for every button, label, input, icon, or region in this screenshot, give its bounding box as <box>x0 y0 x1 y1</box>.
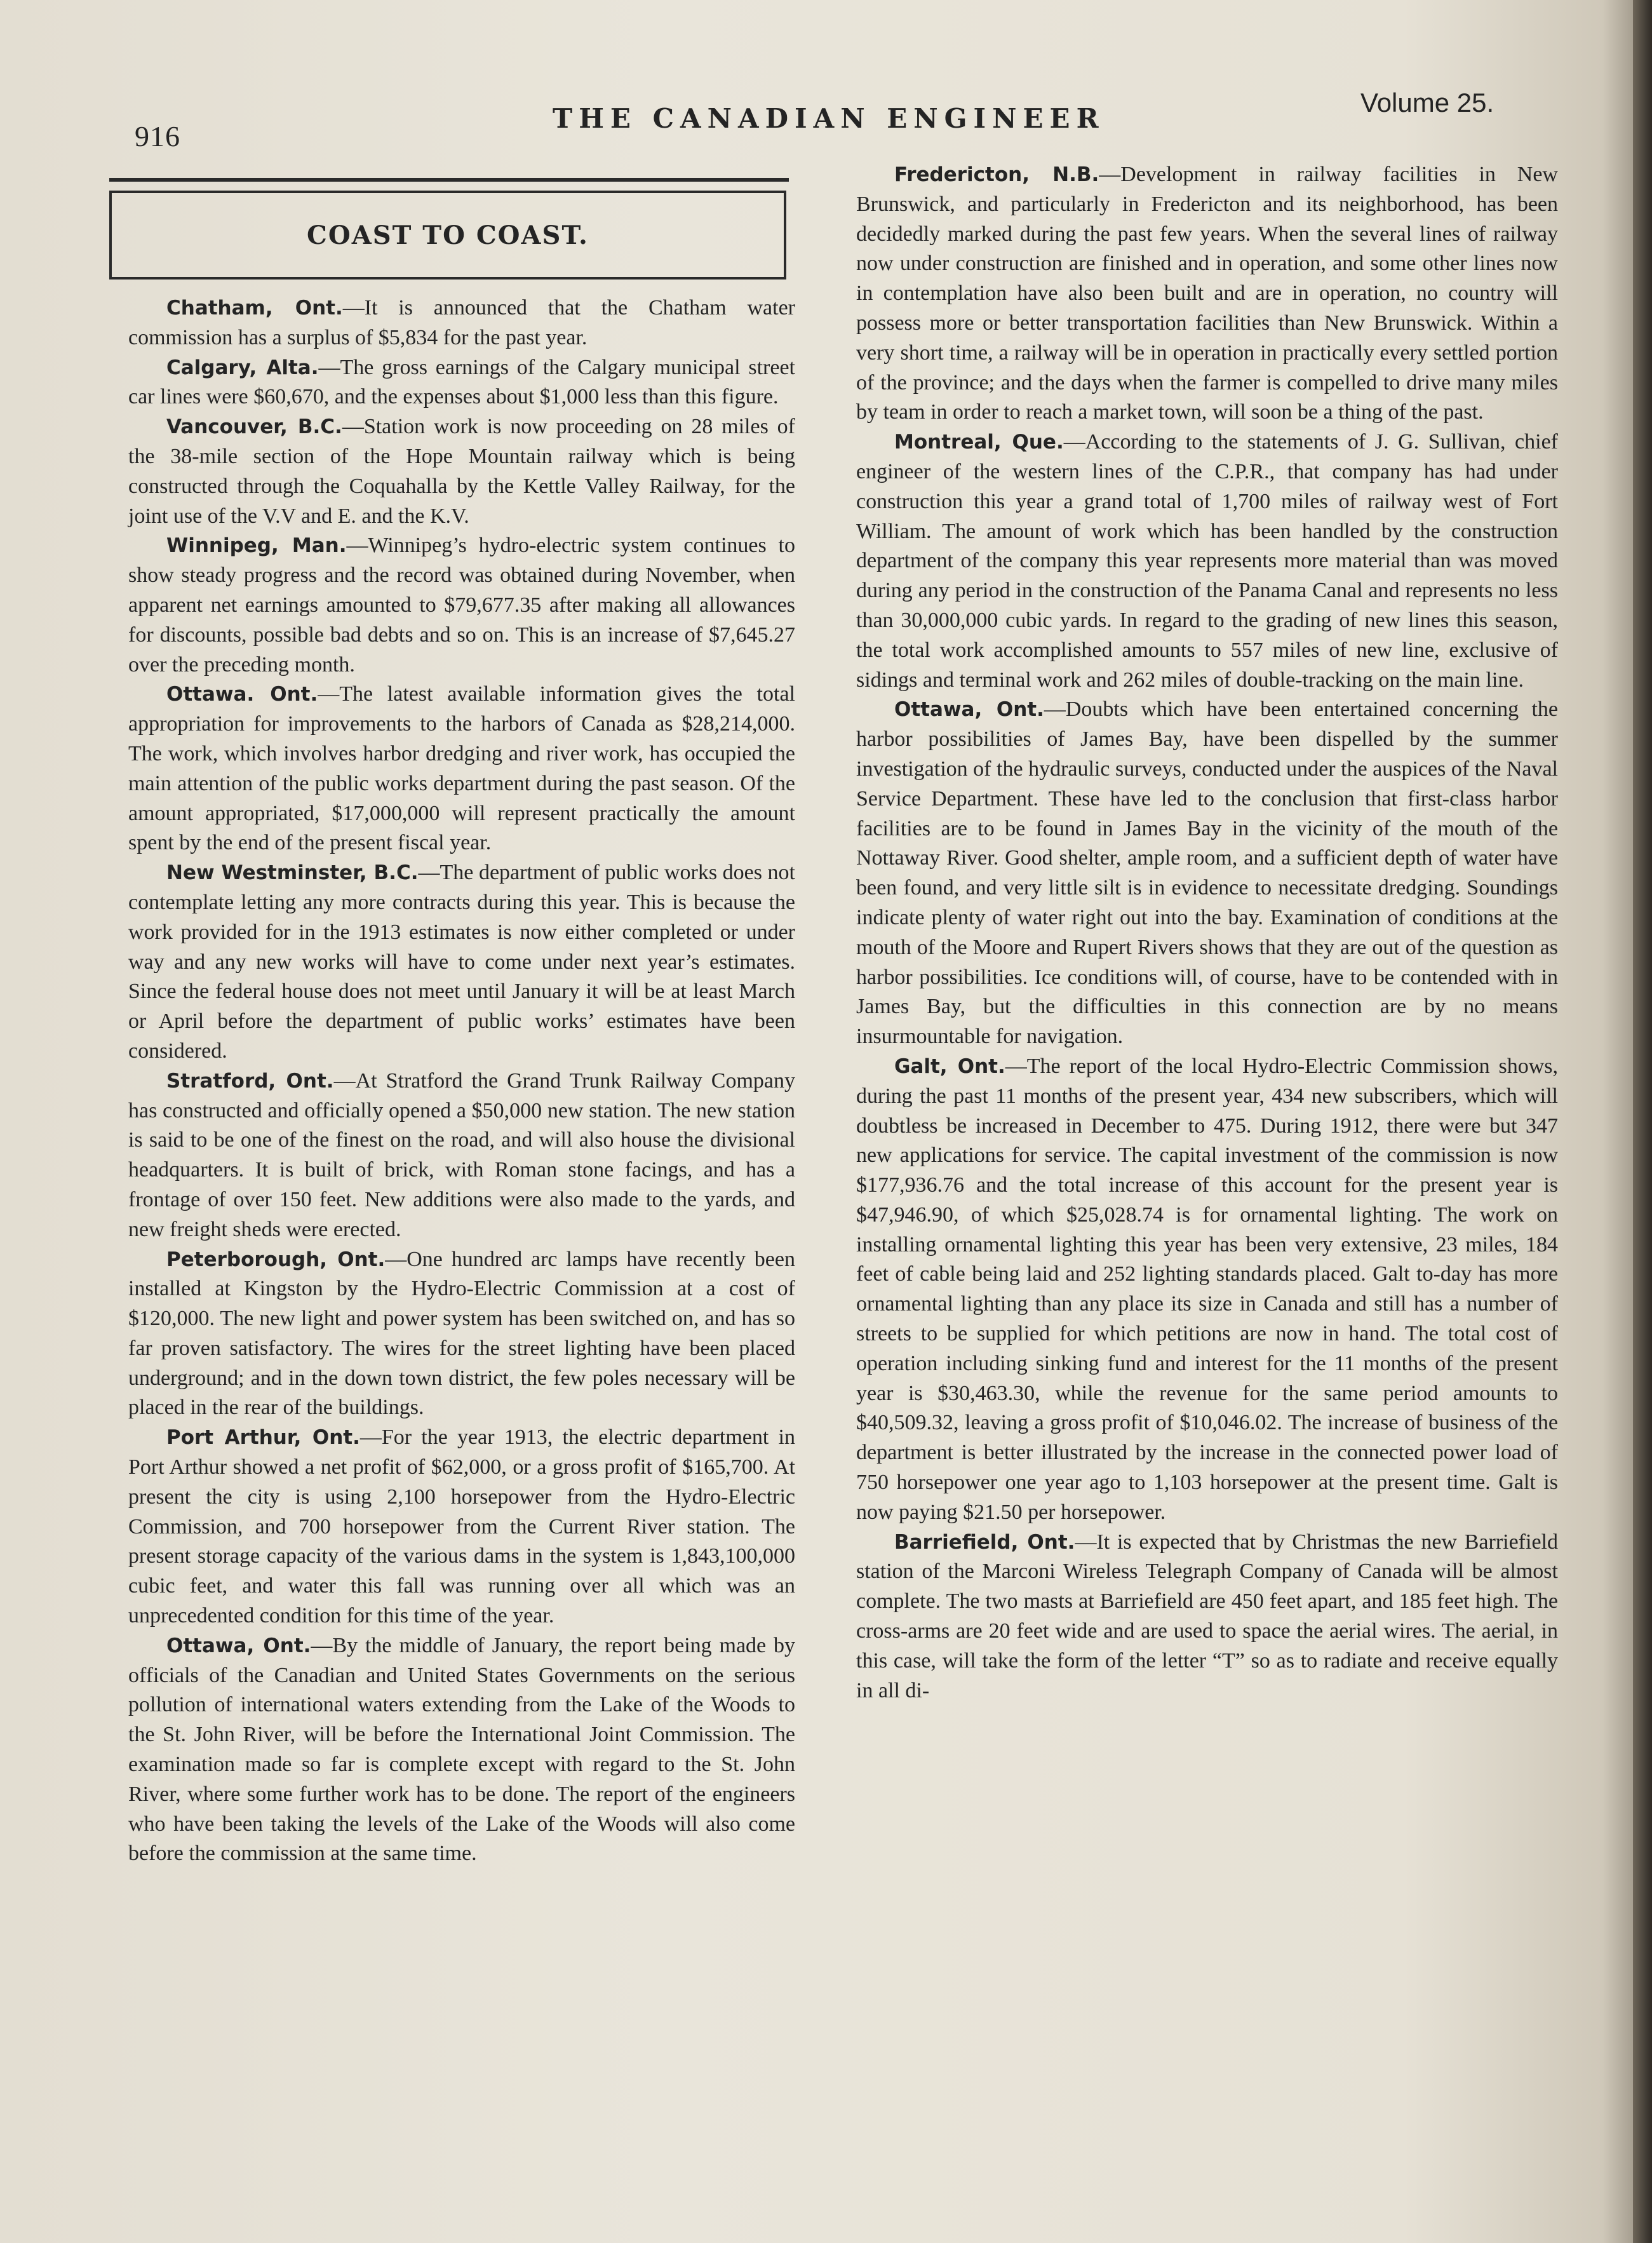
news-item-stratford: Stratford, Ont.—At Stratford the Grand Trunk Railway Company has constructed and officially opened a $50,000 new station. The new station is said to be one of the finest on the road, and will also house the divisional headquarters. It is built of brick, with Roman stone facings, and has a frontage of over 150 feet. New additions were also made to the yards, and new freight sheds were erected. <box>128 1068 795 1241</box>
news-item-ottawa-harbors: Ottawa. Ont.—The latest available information gives the total appropriation for improvements to the harbors of Canada as $28,214,000. The work, which involves harbor dredging and river work, has occupied the main attention of the public works department during the past season. Of the amount appropriated, $17,000,000 will represent practically the amount spent by the end of the present fiscal year. <box>128 682 795 855</box>
news-item-calgary: Calgary, Alta.—The gross earnings of the Calgary municipal street car lines were $60,670, and the expenses about $1,000 less than this figure. <box>128 355 795 409</box>
news-text: It is expected that by Christmas the new Barriefield station of the Marconi Wireless Telegraph Company of Canada will be almost complete. The two masts at Barriefield are 450 feet apart, and 185 feet high. The cross-arms are 20 feet wide and are used to space the aerial wires. The aerial, in this case, will take the form of the letter “T” so as to radiate and receive equally in all di- <box>856 1530 1558 1702</box>
place-name: Vancouver, B.C. <box>166 415 342 439</box>
place-name: Calgary, Alta. <box>166 356 319 379</box>
place-name: Ottawa, Ont. <box>166 1634 311 1657</box>
place-name: Port Arthur, Ont. <box>166 1426 360 1450</box>
news-text: For the year 1913, the electric department in Port Arthur showed a net profit of $62,000, or a gross profit of $165,700. At present the city is using 2,100 horsepower from the Hydro-Electric Commission, and 700 horsepower from the Current River station. The present storage capacity of the various dams in the system is 1,843,100,000 cubic feet, and water this fall was running over all which was an unprecedented condition for this time of the year. <box>128 1425 795 1628</box>
news-text: Doubts which have been entertained concerning the harbor possibilities of James Bay, have been dispelled by the summer investigation of the hydraulic surveys, conducted under the auspices of the Naval Service Department. These have led to the conclusion that first-class harbor facilities are to be found in James Bay in the vicinity of the mouth of the Nottaway River. Good shelter, ample room, and a sufficient depth of water have been found, and very little silt is in evidence to necessitate dredging. Soundings indicate plenty of water right out into the bay. Examination of conditions at the mouth of the Moore and Rupert Rivers shows that they are out of the question as harbor possibilities. Ice conditions will, of course, have to be contended with in James Bay, but the difficulties in this connection are by no means insurmountable for navigation. <box>856 697 1558 1049</box>
news-text: One hundred arc lamps have recently been installed at Kingston by the Hydro-Electric Commission at a cost of $120,000. The new light and power system has been switched on, and has so far proven satisfactory. The wires for the street lighting have been placed underground; and in the down town district, the few poles necessary will be placed in the rear of the buildings. <box>128 1247 795 1420</box>
news-item-fredericton: Fredericton, N.B.—Development in railway facilities in New Brunswick, and particularly in Fredericton and its neighborhood, has been decidedly marked during the past few years. When the several lines of railway now under construction are finished and in operation, and some other lines now in contemplation have also been built and are in operation, no country will possess more or better transportation facilities than New Brunswick. Within a very short time, a railway will be in operation in practically every settled portion of the province; and the days when the farmer is compelled to drive many miles by team in order to reach a market town, will soon be a thing of the past. <box>856 163 1558 424</box>
news-text: The department of public works does not contemplate letting any more contracts during this year. This is because the work provided for in the 1913 estimates is now either completed or under way and any new works will have to come under next year’s estimates. Since the federal house does not meet until January it will be at least March or April before the department of public works’ estimates have been considered. <box>128 861 796 1063</box>
place-name: Peterborough, Ont. <box>166 1248 386 1271</box>
news-text: At Stratford the Grand Trunk Railway Company has constructed and officially opened a $50,000 new station. The new station is said to be one of the finest on the road, and will also house the divisional headquarters. It is built of brick, with Roman stone facings, and has a frontage of over 150 feet. New additions were also made to the yards, and new freight sheds were erected. <box>128 1068 795 1241</box>
news-item-barriefield: Barriefield, Ont.—It is expected that by Christmas the new Barriefield station of the Marconi Wireless Telegraph Company of Canada will be almost complete. The two masts at Barriefield are 450 feet apart, and 185 feet high. The cross-arms are 20 feet wide and are used to space the aerial wires. The aerial, in this case, will take the form of the letter “T” so as to radiate and receive equally in all di- <box>856 1530 1558 1702</box>
place-name: Fredericton, N.B. <box>894 163 1099 186</box>
place-name: Ottawa, Ont. <box>894 698 1044 722</box>
news-text: The gross earnings of the Calgary municipal street car lines were $60,670, and the expenses about $1,000 less than this figure. <box>128 355 795 409</box>
section-title-box <box>109 191 786 280</box>
news-item-montreal: Montreal, Que.—According to the statements of J. G. Sullivan, chief engineer of the western lines of the C.P.R., that company has had under construction this year a grand total of 1,700 miles of railway west of Fort William. The amount of work which has been handled by the construction department of the company this year represents more material than was moved during any period in the construction of the Panama Canal and represents no less than 30,000,000 cubic yards. In regard to the grading of new lines this season, the total work accomplished amounts to 557 miles of new line, exclusive of sidings and terminal work and 262 miles of double-tracking on the main line. <box>856 430 1558 692</box>
right-articles <box>856 160 1558 1706</box>
news-item-ottawa-pollution: Ottawa, Ont.—By the middle of January, the report being made by officials of the Canadian and United States Governments on the serious pollution of international waters extending from the Lake of the Woods to the St. John River, will be before the International Joint Commission. The examination made so far is complete except with regard to the St. John River, where some further work has to be done. The report of the engineers who have been taking the levels of the Lake of the Woods will also come before the commission at the same time. <box>128 1633 795 1866</box>
news-text: The latest available information gives the total appropriation for improvements to the harbors of Canada as $28,214,000. The work, which involves harbor dredging and river work, has occupied the main attention of the public works department during the past season. Of the amount appropriated, $17,000,000 will represent practically the amount spent by the end of the present fiscal year. <box>128 682 795 855</box>
place-name: Chatham, Ont. <box>166 297 343 320</box>
news-item-vancouver: Vancouver, B.C.—Station work is now proceeding on 28 miles of the 38-mile section of the Hope Mountain railway which is being constructed through the Coquahalla by the Kettle Valley Railway, for the joint use of the V.V and E. and the K.V. <box>128 415 795 528</box>
news-text: The report of the local Hydro-Electric Commission shows, during the past 11 months of the present year, 434 new subscribers, which will doubtless be increased in December to 475. During 1912, there were but 347 new applications for service. The capital investment of the commission is now $177,936.76 and the total increase of this account for the present year is $47,946.90, of which $25,028.74 is for ornamental lighting. The work on installing ornamental lighting this year has been very extensive, 23 miles, 184 feet of cable being laid and 252 lighting standards placed. Galt to-day has more ornamental lighting than any place its size in Canada and still has a number of streets to be supplied for which petitions are now in hand. The total cost of operation including sinking fund and interest for the 11 months of the present year is $30,463.30, while the revenue for the same period amounts to $40,509.32, leaving a gross profit of $10,046.02. The increase of business of the department is better illustrated by the increase in the connected power load of 750 horsepower one year ago to 1,103 horsepower at the present time. Galt is now paying $21.50 per horsepower. <box>856 1054 1558 1524</box>
news-text: It is announced that the Chatham water commission has a surplus of $5,834 for the past year. <box>128 296 795 349</box>
journal-title: THE CANADIAN ENGINEER <box>553 103 1105 134</box>
place-name: New Westminster, B.C. <box>166 861 419 885</box>
place-name: Galt, Ont. <box>894 1054 1005 1078</box>
section-title: COAST TO COAST. <box>307 220 589 250</box>
place-name: Montreal, Que. <box>894 431 1064 454</box>
news-item-new-westminster: New Westminster, B.C.—The department of public works does not contemplate letting any more contracts during this year. This is because the work provided for in the 1913 estimates is now either completed or under way and any new works will have to come under next year’s estimates. Since the federal house does not meet until January it will be at least March or April before the department of public works’ estimates have been considered. <box>128 861 796 1063</box>
news-item-winnipeg: Winnipeg, Man.—Winnipeg’s hydro-electric system continues to show steady progress and the record was obtained during November, when apparent net earnings amounted to $79,677.35 after making all allowances for discounts, possible bad debts and so on. This is an increase of $7,645.27 over the preceding month. <box>128 534 795 677</box>
volume-label: Volume 25. <box>1360 88 1494 118</box>
section-top-rule <box>109 178 789 182</box>
news-item-peterborough: Peterborough, Ont.—One hundred arc lamps have recently been installed at Kingston by the Hydro-Electric Commission at a cost of $120,000. The new light and power system has been switched on, and has so far proven satisfactory. The wires for the street lighting have been placed underground; and in the down town district, the few poles necessary will be placed in the rear of the buildings. <box>128 1247 795 1420</box>
news-text: By the middle of January, the report being made by officials of the Canadian and United States Governments on the serious pollution of international waters extending from the Lake of the Woods to the St. John River, will be before the International Joint Commission. The examination made so far is complete except with regard to the St. John River, where some further work has to be done. The report of the engineers who have been taking the levels of the Lake of the Woods will also come before the commission at the same time. <box>128 1633 795 1866</box>
place-name: Stratford, Ont. <box>166 1069 334 1093</box>
place-name: Winnipeg, Man. <box>166 534 347 558</box>
news-text: Development in railway facilities in New Brunswick, and particularly in Fredericton and its neighborhood, has been decidedly marked during the past few years. When the several lines of railway now under construction are finished and in operation, and some other lines now in contemplation have also been built and are in operation, no country will possess more or better transportation facilities than New Brunswick. Within a very short time, a railway will be in operation in practically every settled portion of the province; and the days when the farmer is compelled to drive many miles by team in order to reach a market town, will soon be a thing of the past. <box>856 163 1558 424</box>
page-number: 916 <box>135 120 180 152</box>
news-item-ottawa-james-bay: Ottawa, Ont.—Doubts which have been entertained concerning the harbor possibilities of James Bay, have been dispelled by the summer investigation of the hydraulic surveys, conducted under the auspices of the Naval Service Department. These have led to the conclusion that first-class harbor facilities are to be found in James Bay in the vicinity of the mouth of the Nottaway River. Good shelter, ample room, and a sufficient depth of water have been found, and very little silt is in evidence to necessitate dredging. Soundings indicate plenty of water right out into the bay. Examination of conditions at the mouth of the Moore and Rupert Rivers shows that they are out of the question as harbor possibilities. Ice conditions will, of course, have to be contended with in James Bay, but the difficulties in this connection are by no means insurmountable for navigation. <box>856 697 1558 1049</box>
place-name: Ottawa. Ont. <box>166 683 318 706</box>
book-spine-shadow <box>1633 0 1652 2243</box>
left-articles <box>128 293 795 1869</box>
place-name: Barriefield, Ont. <box>894 1530 1075 1554</box>
news-text: Station work is now proceeding on 28 miles of the 38-mile section of the Hope Mountain railway which is being constructed through the Coquahalla by the Kettle Valley Railway, for the joint use of the V.V and E. and the K.V. <box>128 415 795 528</box>
news-item-galt: Galt, Ont.—The report of the local Hydro-Electric Commission shows, during the past 11 months of the present year, 434 new subscribers, which will doubtless be increased in December to 475. During 1912, there were but 347 new applications for service. The capital investment of the commission is now $177,936.76 and the total increase of this account for the present year is $47,946.90, of which $25,028.74 is for ornamental lighting. The work on installing ornamental lighting this year has been very extensive, 23 miles, 184 feet of cable being laid and 252 lighting standards placed. Galt to-day has more ornamental lighting than any place its size in Canada and still has a number of streets to be supplied for which petitions are now in hand. The total cost of operation including sinking fund and interest for the 11 months of the present year is $30,463.30, while the revenue for the same period amounts to $40,509.32, leaving a gross profit of $10,046.02. The increase of business of the department is better illustrated by the increase in the connected power load of 750 horsepower one year ago to 1,103 horsepower at the present time. Galt is now paying $21.50 per horsepower. <box>856 1054 1558 1524</box>
news-item-port-arthur: Port Arthur, Ont.—For the year 1913, the electric department in Port Arthur showed a net profit of $62,000, or a gross profit of $165,700. At present the city is using 2,100 horsepower from the Hydro-Electric Commission, and 700 horsepower from the Current River station. The present storage capacity of the various dams in the system is 1,843,100,000 cubic feet, and water this fall was running over all which was an unprecedented condition for this time of the year. <box>128 1425 795 1628</box>
news-text: Winnipeg’s hydro-electric system continues to show steady progress and the record was obtained during November, when apparent net earnings amounted to $79,677.35 after making all allowances for discounts, possible bad debts and so on. This is an increase of $7,645.27 over the preceding month. <box>128 534 795 677</box>
news-item-chatham: Chatham, Ont.—It is announced that the Chatham water commission has a surplus of $5,834 for the past year. <box>128 296 795 349</box>
news-text: According to the statements of J. G. Sullivan, chief engineer of the western lines of the C.P.R., that company has had under construction this year a grand total of 1,700 miles of railway west of Fort William. The amount of work which has been handled by the construction department of the company this year represents more material than was moved during any period in the construction of the Panama Canal and represents no less than 30,000,000 cubic yards. In regard to the grading of new lines this season, the total work accomplished amounts to 557 miles of new line, exclusive of sidings and terminal work and 262 miles of double-tracking on the main line. <box>856 430 1558 692</box>
